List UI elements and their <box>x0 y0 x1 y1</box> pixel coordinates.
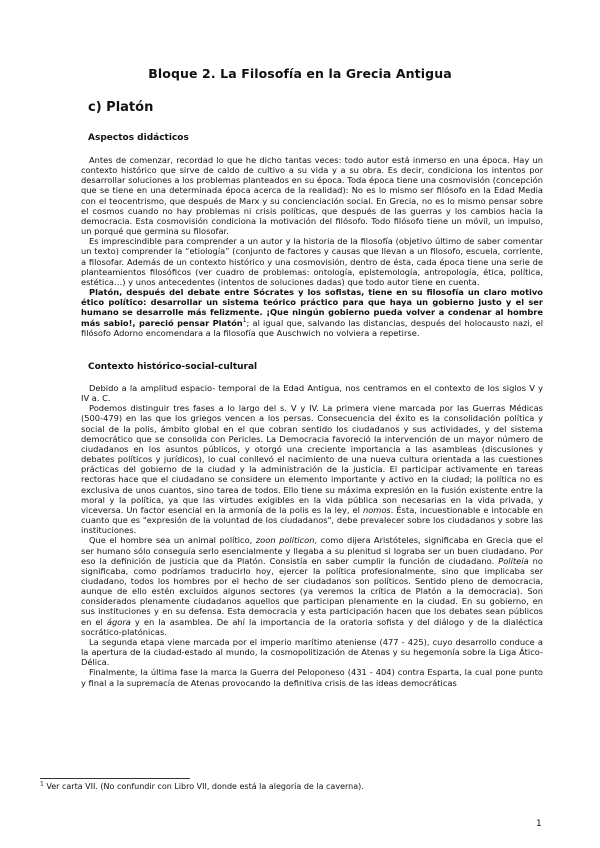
contexto-p2-end: . Ésta, incuestionable e intocable en cuanto que es "expresión de la voluntad de los ciudadanos", debe prevalecer sobre los ciudadanos y sobre las instituciones. <box>81 504 544 536</box>
contexto-p3-a: Que el hombre sea un animal político, <box>89 535 253 546</box>
contexto-p3-c: no significaba, como podríamos traducirlo hoy, ejercer la política profesionalmente, sino que implicaba ser ciudadano, todos los hombres por el hecho de ser ciudadanos son políticos. Sentido pleno de democracia, aunque de ello estén excluidos algunos sectores (ya veremos la crítica de Platón a la democracia). Son considerados plenamente ciudadanos aquellos que participan plenamente en la ciudad. En su gobierno, en sus instituciones y en su defensa. Esta democracia y esta participación hacen que los debates sean públicos en el <box>81 555 544 627</box>
contexto-body <box>81 383 543 688</box>
aspectos-heading: Aspectos didácticos <box>88 133 189 143</box>
contexto-paragraph-3 <box>81 535 543 637</box>
aspectos-rest-text: ; al igual que, salvando las distancias, después del holocausto nazi, el filósofo Adorno encomendara a la filosofía que Auschwich no volviera a repetirse. <box>81 317 543 338</box>
contexto-paragraph-2 <box>81 403 543 535</box>
contexto-paragraph-5: Finalmente, la última fase la marca la Guerra del Peloponeso (431 - 404) contra Esparta, la cual pone punto y final a la supremacía de Atenas provocando la definitiva crisis de las ideas democráticas <box>81 667 543 688</box>
contexto-p2-text: Podemos distinguir tres fases a lo largo del s. V y IV. La primera viene marcada por las Guerras Médicas (500-479) en las que los griegos vencen a los persas. Consecuencia del éxito es la consolidación política y social de la polis, ámbito global en el que cobran sentido los ciudadanos y sus actividades, y del sistema democrático que se consolida con Pericles. La Democracia favoreció la intervención de un mayor número de ciudadanos en los asuntos públicos, y otorgó una creciente importancia a las asambleas (discusiones y debates políticos y jurídicos), lo cual conllevó el nacimiento de una nueva cultura orientada a las cuestiones prácticas del gobierno de la ciudad y la administración de la justicia. El participar activamente en tareas rectoras hace que el ciudadano se considere un elemento importante y activo en la ciudad; la política no es exclusiva de unos cuantos, sino tarea de todos. Ello tiene su máxima expresión en la fusión existente entre la moral y la política, ya que las virtudes exigibles en la vida pública son necesarias en la vida privada, y viceversa. Un factor esencial en la armonía de la polis es la ley, el <box>81 403 543 515</box>
zoon-politicon-term: zoon politicon <box>255 535 315 546</box>
contexto-paragraph-4: La segunda etapa viene marcada por el imperio marítimo ateniense (477 - 425), cuyo desarrollo conduce a la apertura de la ciudad-estado al mundo, la cosmopolitización de Atenas y su hegemonía sobre la Liga Ático-Délica. <box>81 636 543 668</box>
aspectos-paragraph-3 <box>81 287 543 338</box>
politeia-term: Politeia <box>498 555 529 566</box>
contexto-p3-b: , como dijera Aristóteles, significaba en Grecia que el ser humano sólo conseguía serlo esencialmente y llegaba a su plenitud si lograba ser un buen ciudadano. Por eso la definición de justicia que da Platón. Consistía en saber cumplir la función de ciudadano. <box>81 535 544 566</box>
contexto-p3-d: y en la asamblea. De ahí la importancia de la oratoria sofista y del diálogo y de la dialéctica socrático-platónicas. <box>81 616 543 637</box>
aspectos-body <box>81 155 543 338</box>
aspectos-paragraph-1: Antes de comenzar, recordad lo que he dicho tantas veces: todo autor está inmerso en una época. Hay un contexto histórico que sirve de caldo de cultivo a su vida y a su obra. Es decir, condiciona los intentos por desarrollar soluciones a los problemas planteados en su época. Toda época tiene una cosmovisión (concepción que se tiene en una determinada época acerca de la realidad): No es lo mismo ser filósofo en la Edad Media con el teocentrismo, que después de Marx y su concienciación social. En Grecia, no es lo mismo pensar sobre el cosmos cuando no hay problemas ni crisis políticas, que después de las guerras y los cambios hacia la democracia. Esta cosmovisión condiciona la motivación del filósofo. Todo filósofo tiene un móvil, un impulso, un porqué que germina su filosofar. <box>81 155 543 237</box>
aspectos-paragraph-2: Es imprescindible para comprender a un autor y la historia de la filosofía (objetivo último de saber comentar un texto) comprender la “etiología” (conjunto de factores y causas que llevan a un filosofo, escuela, corriente, a filosofar. Además de un contexto histórico y una cosmovisión, dentro de ésta, cada época tiene una serie de planteamientos filosóficos (ver cuadro de problemas: ontología, epistemología, antropología, ética, política, estética…) y unos antecedentes (intentos de soluciones dadas) que todo autor tiene en cuenta. <box>81 236 543 287</box>
contexto-paragraph-1: Debido a la amplitud espacio- temporal de la Edad Antigua, nos centramos en el contexto de los siglos V y IV a. C. <box>81 383 543 404</box>
footnote-divider <box>40 778 190 779</box>
footnote-text: Ver carta VII. (No confundir con Libro VII, donde está la alegoría de la caverna). <box>46 782 364 791</box>
nomos-term: nomos <box>362 504 391 515</box>
footnote-mark: 1 <box>40 780 44 788</box>
aspectos-bold-text: Platón, después del debate entre Sócrates y los sofistas, tiene en su filosofía un claro motivo ético político: desarrollar un sistema teórico práctico para que haya un gobierno justo y el ser humano se desarrolle más felizmente. ¡Que ningún gobierno pueda volver a condenar al hombre más sabio!, pareció pensar Platón <box>81 287 543 328</box>
section-heading: c) Platón <box>88 100 154 115</box>
page-number: 1 <box>536 819 542 829</box>
agora-term: ágora <box>106 616 131 627</box>
footnote-ref: 1 <box>242 316 247 324</box>
footnote <box>40 782 364 791</box>
contexto-heading: Contexto histórico-social-cultural <box>88 362 258 372</box>
page-title: Bloque 2. La Filosofía en la Grecia Antigua <box>148 66 452 81</box>
